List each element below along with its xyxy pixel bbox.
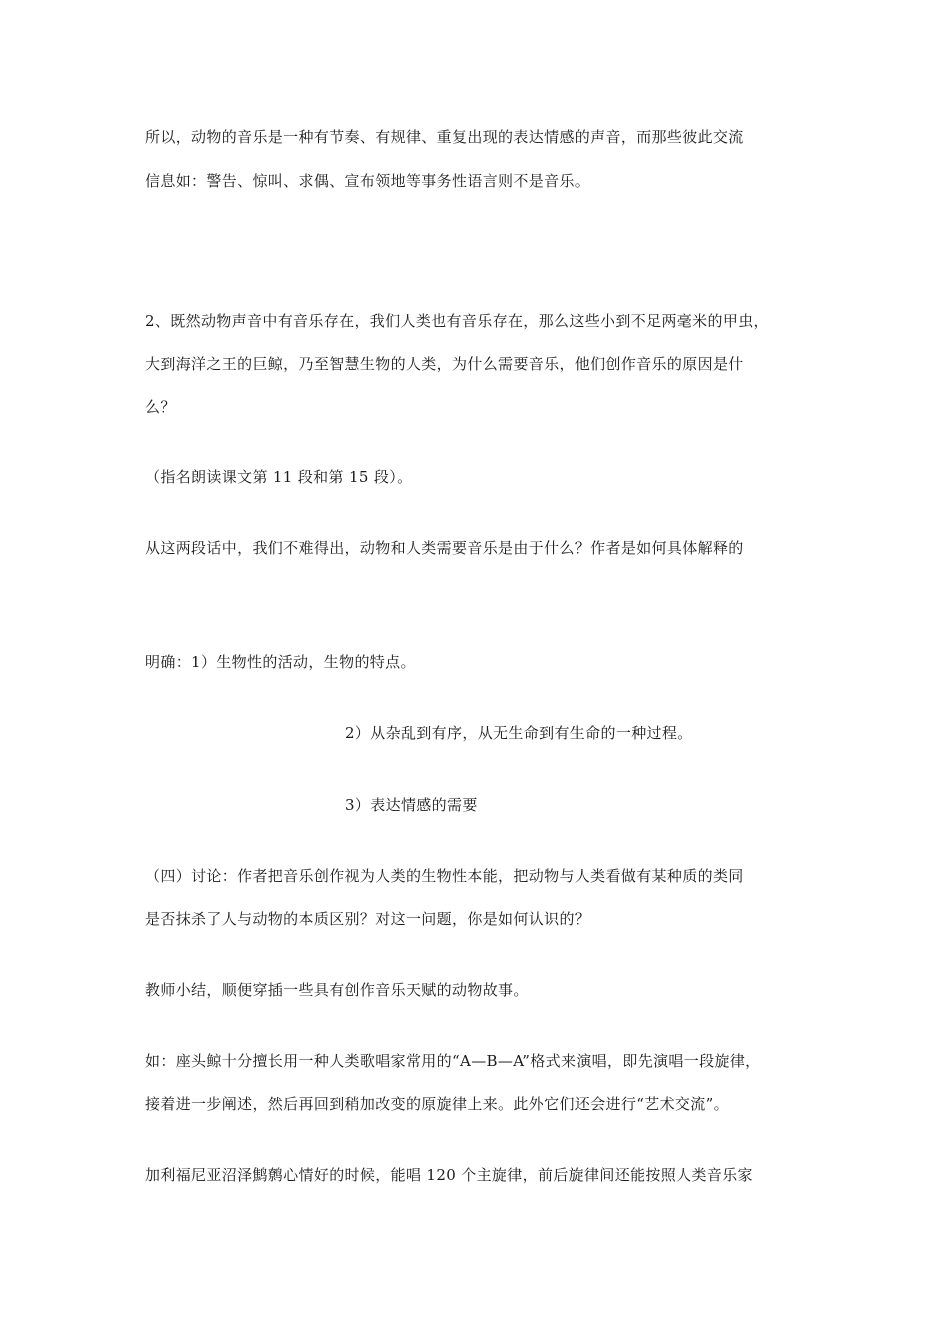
reading-instruction: （指名朗读课文第 11 段和第 15 段）。	[145, 468, 413, 486]
question-2-line-2: 大到海洋之王的巨鲸，乃至智慧生物的人类，为什么需要音乐，他们创作音乐的原因是什	[145, 355, 744, 373]
answer-item-3: 3）表达情感的需要	[345, 796, 478, 814]
discussion-line-1: （四）讨论：作者把音乐创作视为人类的生物性本能，把动物与人类看做有某种质的类同	[145, 867, 744, 885]
question-2-line-3: 么？	[145, 398, 176, 416]
answer-item-2: 2）从杂乱到有序，从无生命到有生命的一种过程。	[345, 724, 693, 742]
question-prompt: 从这两段话中，我们不难得出，动物和人类需要音乐是由于什么？作者是如何具体解释的	[145, 539, 744, 557]
paragraph-line-2: 信息如：警告、惊叫、求偶、宣布领地等事务性语言则不是音乐。	[145, 172, 591, 190]
discussion-line-2: 是否抹杀了人与动物的本质区别？对这一问题，你是如何认识的？	[145, 910, 591, 928]
answer-item-1: 明确：1）生物性的活动，生物的特点。	[145, 653, 416, 671]
example-line-3: 加利福尼亚沼泽鹪鹩心情好的时候，能唱 120 个主旋律，前后旋律间还能按照人类音乐家	[145, 1166, 753, 1184]
question-2-line-1: 2、既然动物声音中有音乐存在，我们人类也有音乐存在，那么这些小到不足两毫米的甲虫，	[145, 312, 769, 330]
example-line-1: 如：座头鲸十分擅长用一种人类歌唱家常用的“A—B—A”格式来演唱，即先演唱一段旋律，	[145, 1052, 761, 1070]
example-line-2: 接着进一步阐述，然后再回到稍加改变的原旋律上来。此外它们还会进行“艺术交流”。	[145, 1095, 729, 1113]
paragraph-line-1: 所以，动物的音乐是一种有节奏、有规律、重复出现的表达情感的声音，而那些彼此交流	[145, 128, 744, 146]
teacher-summary: 教师小结，顺便穿插一些具有创作音乐天赋的动物故事。	[145, 981, 529, 999]
